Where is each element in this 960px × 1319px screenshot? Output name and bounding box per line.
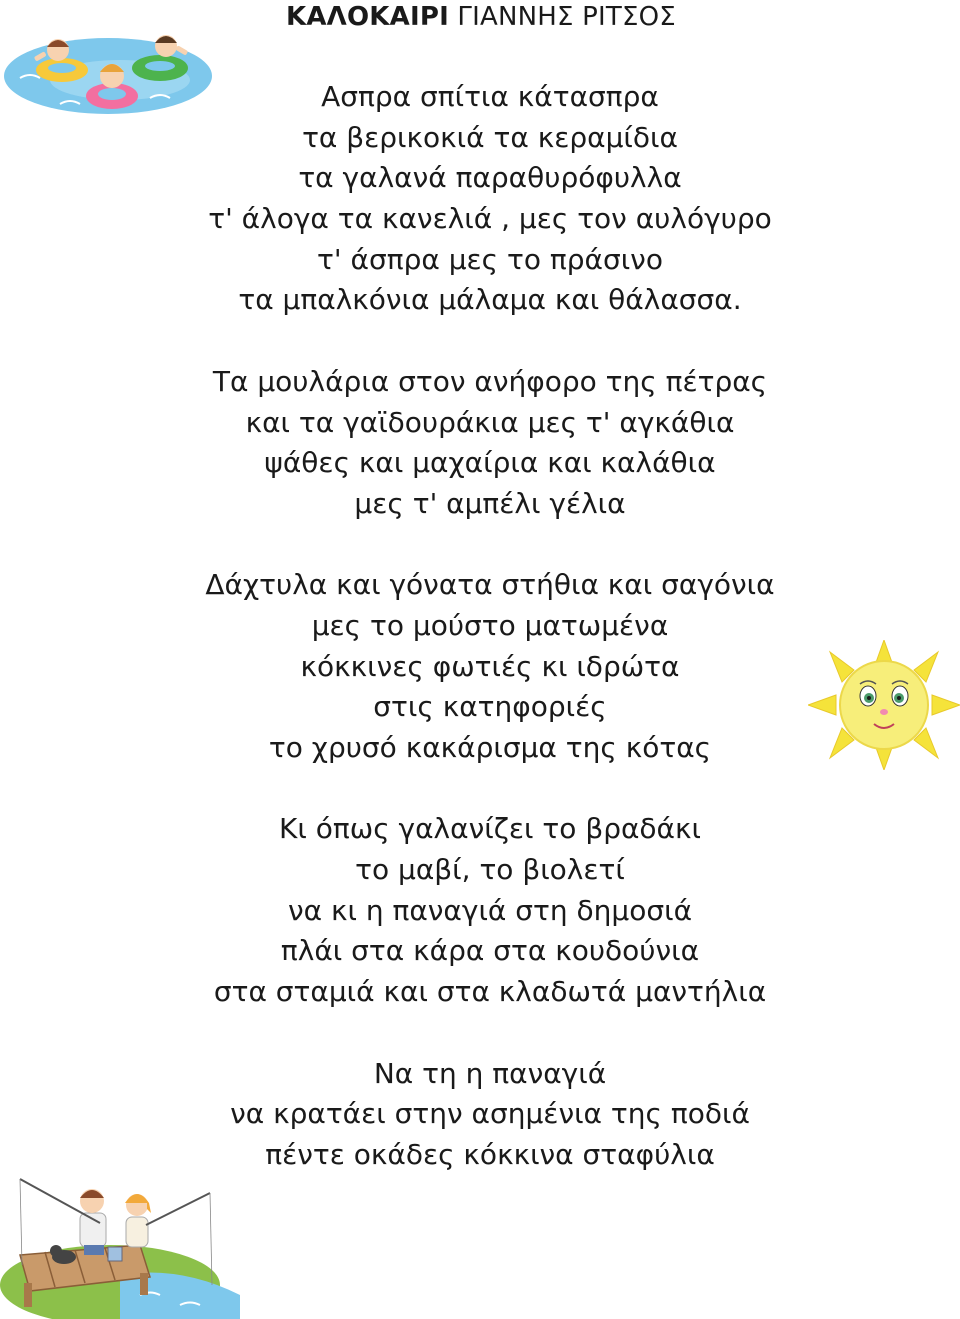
children-fishing-dock-icon: [0, 1165, 240, 1319]
poem-body: [120, 77, 860, 1216]
poem-title: [286, 0, 676, 34]
poem-line: να κι η παναγιά στη δημοσιά: [287, 893, 693, 927]
poem-title-main: ΚΑΛΟΚΑΙΡΙ: [286, 2, 449, 32]
poem-line: να κρατάει στην ασημένια της ποδιά: [230, 1097, 750, 1131]
poem-line: πέντε οκάδες κόκκινα σταφύλια: [265, 1137, 715, 1171]
stanza: [120, 362, 860, 525]
poem-line: στα σταμιά και στα κλαδωτά μαντήλια: [213, 975, 767, 1009]
stanza: [120, 77, 860, 321]
poem-line: το χρυσό κακάρισμα της κότας: [268, 731, 712, 764]
poem-line: ψάθες και μαχαίρια και καλάθια: [264, 446, 716, 480]
poem-line: κόκκινες φωτιές κι ιδρώτα: [300, 649, 680, 683]
poem-line: Τα μουλάρια στον ανήφορο της πέτρας: [212, 364, 768, 398]
poem-line: τα γαλανά παραθυρόφυλλα: [298, 161, 682, 195]
poem-line: Κι όπως γαλανίζει το βραδάκι: [279, 812, 701, 846]
poem-line: το μαβί, το βιολετί: [355, 853, 625, 887]
stanza: [120, 565, 860, 768]
poem-author: ΓΙΑΝΝΗΣ ΡΙΤΣΟΣ: [448, 2, 676, 32]
poem-line: τα βερικοκιά τα κεραμίδια: [302, 120, 678, 154]
stanza: [120, 1054, 860, 1176]
smiling-sun-icon: [808, 640, 960, 770]
poem-line: μες το μούστο ματωμένα: [311, 608, 669, 642]
poem-line: μες τ' αμπέλι γέλια: [354, 486, 626, 520]
stanza: [120, 809, 860, 1012]
poem-line: τ' άσπρα μες το πράσινο: [317, 242, 663, 276]
poem-line: τ' άλογα τα κανελιά , μες τον αυλόγυρο: [208, 202, 772, 236]
poem-line: Να τη η παναγιά: [373, 1056, 607, 1090]
poem-line: τα μπαλκόνια μάλαμα και θάλασσα.: [238, 283, 742, 317]
poem-line: Ασπρα σπίτια κάτασπρα: [321, 80, 659, 113]
poem-line: και τα γαϊδουράκια μες τ' αγκάθια: [245, 405, 735, 439]
poem-line: πλάι στα κάρα στα κουδούνια: [280, 934, 700, 968]
poem-line: στις κατηφοριές: [373, 690, 607, 724]
poem-line: Δάχτυλα και γόνατα στήθια και σαγόνια: [205, 568, 775, 602]
